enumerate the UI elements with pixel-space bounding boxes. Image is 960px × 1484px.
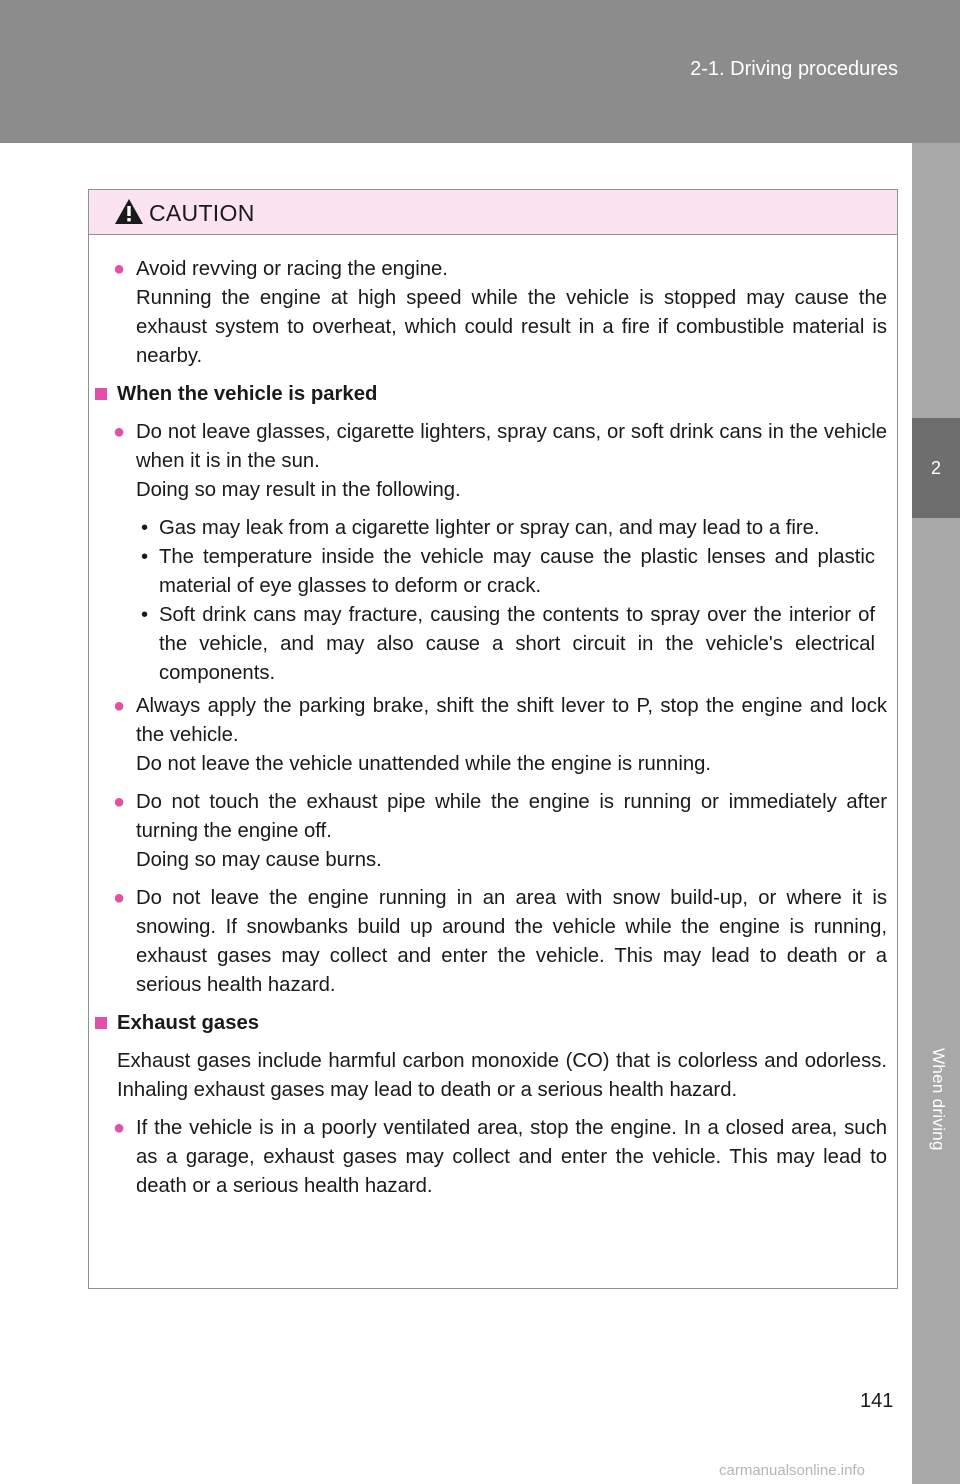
item-body: Doing so may result in the following. — [136, 479, 461, 501]
heading-text: Exhaust gases — [117, 1012, 260, 1034]
warning-triangle-icon — [114, 198, 144, 230]
chapter-tab — [912, 418, 960, 518]
dot-bullet-icon: • — [141, 546, 149, 568]
list-item — [89, 884, 897, 1000]
item-lead: Do not leave glasses, cigarette lighters, spray cans, or soft drink cans in the vehicle when it is in the sun. — [136, 421, 887, 472]
dot-bullet-icon: • — [141, 604, 149, 626]
page-header — [0, 0, 960, 143]
square-bullet-icon — [95, 388, 107, 400]
watermark: carmanualsonline.info — [719, 1462, 865, 1479]
caution-title: CAUTION — [149, 200, 255, 226]
dot-bullet-icon: • — [141, 517, 149, 539]
chapter-label: When driving — [929, 1048, 948, 1151]
caution-header — [89, 190, 897, 235]
caution-box — [88, 189, 898, 1289]
heading-text: When the vehicle is parked — [117, 383, 378, 405]
list-item — [89, 692, 897, 779]
side-strip-top — [912, 143, 960, 418]
list-item — [89, 788, 897, 875]
item-lead: Always apply the parking brake, shift the shift lever to P, stop the engine and lock the vehicle. — [136, 695, 887, 746]
circle-bullet-icon: ● — [113, 258, 126, 280]
sub-item — [89, 514, 897, 543]
item-body: Do not leave the vehicle unattended while the engine is running. — [136, 753, 712, 775]
section-title: 2-1. Driving procedures — [690, 58, 898, 80]
item-lead: Do not leave the engine running in an area with snow build-up, or where it is snowing. If snowbanks build up around the vehicle while the engine is running, exhaust gases may collect and enter the vehicle. This may lead to death or a serious health hazard. — [136, 887, 887, 996]
circle-bullet-icon: ● — [113, 1117, 126, 1139]
sub-item-text: Gas may leak from a cigarette lighter or spray can, and may lead to a fire. — [159, 517, 820, 539]
list-item — [89, 1114, 897, 1201]
item-lead: Do not touch the exhaust pipe while the engine is running or immediately after turning the engine off. — [136, 791, 887, 842]
square-bullet-icon — [95, 1017, 107, 1029]
item-body: Running the engine at high speed while the vehicle is stopped may cause the exhaust system to overheat, which could result in a fire if combustible material is nearby. — [136, 287, 887, 367]
section-heading — [89, 1009, 897, 1038]
caution-content — [89, 235, 897, 1201]
chapter-number: 2 — [930, 458, 941, 478]
paragraph: Exhaust gases include harmful carbon monoxide (CO) that is colorless and odorless. Inhaling exhaust gases may lead to death or a serious health hazard. — [117, 1050, 887, 1101]
section-heading — [89, 380, 897, 409]
side-strip-bottom — [912, 518, 960, 1484]
list-item — [89, 255, 897, 371]
sub-item-text: The temperature inside the vehicle may cause the plastic lenses and plastic material of eye glasses to deform or crack. — [159, 546, 875, 597]
item-body: Doing so may cause burns. — [136, 849, 382, 871]
circle-bullet-icon: ● — [113, 791, 126, 813]
item-lead: If the vehicle is in a poorly ventilated area, stop the engine. In a closed area, such as a garage, exhaust gases may collect and enter the vehicle. This may lead to death or a serious health hazard. — [136, 1117, 887, 1197]
page-number: 141 — [860, 1390, 894, 1412]
sub-item — [89, 543, 897, 601]
sub-item — [89, 601, 897, 688]
circle-bullet-icon: ● — [113, 695, 126, 717]
list-item — [89, 418, 897, 505]
circle-bullet-icon: ● — [113, 887, 126, 909]
sub-item-text: Soft drink cans may fracture, causing the contents to spray over the interior of the vehicle, and may also cause a short circuit in the vehicle's electrical components. — [159, 604, 875, 684]
item-lead: Avoid revving or racing the engine. — [136, 258, 448, 280]
circle-bullet-icon: ● — [113, 421, 126, 443]
